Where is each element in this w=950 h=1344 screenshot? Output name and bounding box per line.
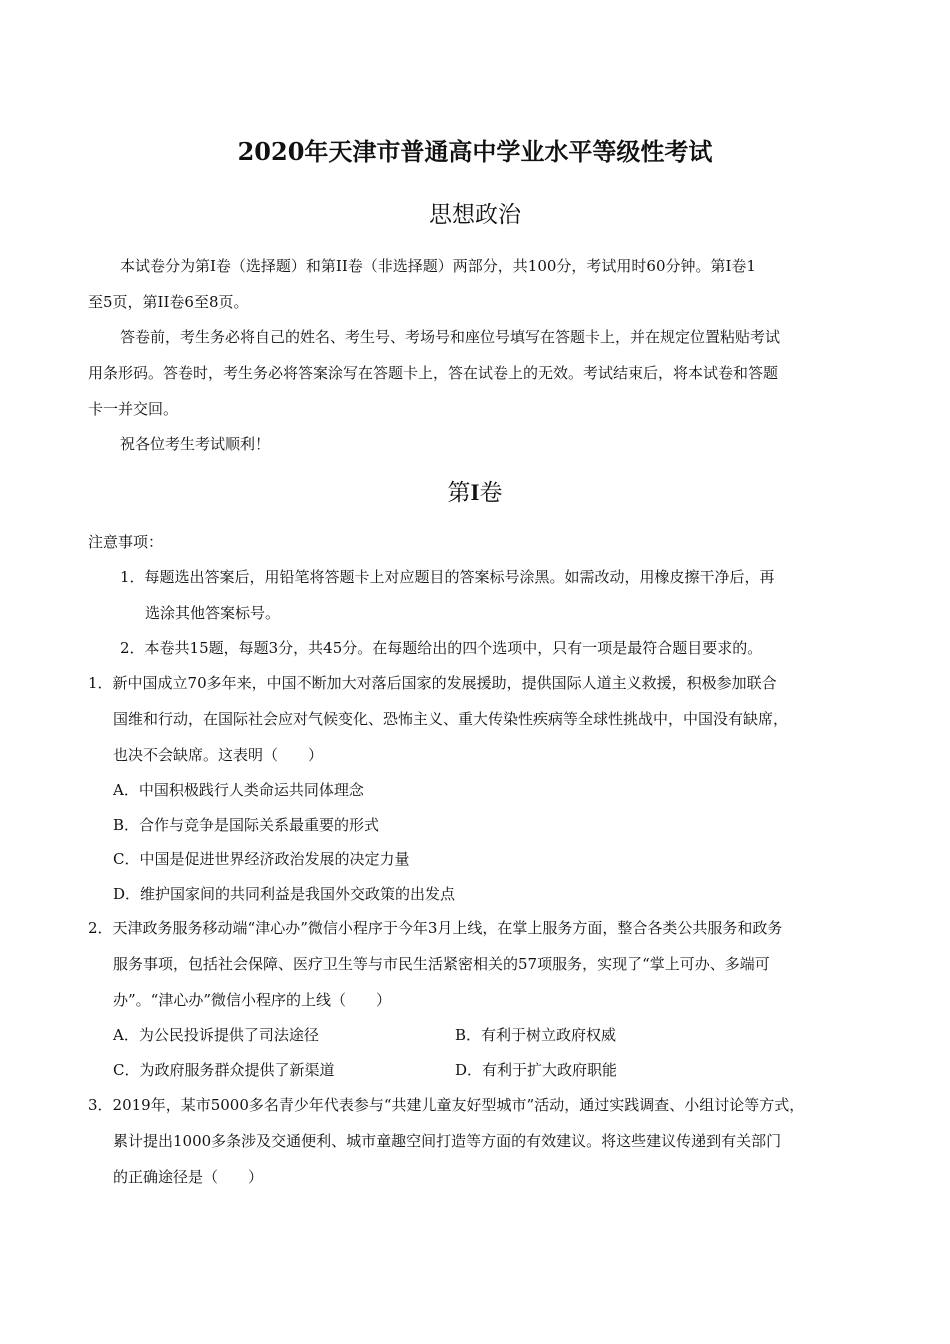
question-2-option-c: C．为政府服务群众提供了新渠道	[113, 1061, 335, 1079]
question-2-option-b: B．有利于树立政府权威	[455, 1026, 617, 1044]
instruction-p2-line1: 答卷前，考生务必将自己的姓名、考生号、考场号和座位号填写在答题卡上，并在规定位置粘贴考试	[120, 328, 781, 346]
instruction-p2-line2: 用条形码。答卷时，考生务必将答案涂写在答题卡上，答在试卷上的无效。考试结束后，将本试卷和答题	[88, 364, 779, 382]
question-2-option-a: A．为公民投诉提供了司法途径	[113, 1026, 319, 1044]
note-2: 2．本卷共15题，每题3分，共45分。在每题给出的四个选项中，只有一项是最符合题目要求的。	[120, 639, 763, 657]
instruction-p1-line1: 本试卷分为第I卷（选择题）和第II卷（非选择题）两部分，共100分，考试用时60分钟。第I卷1	[120, 257, 756, 275]
question-2-line3: 办”。“津心办”微信小程序的上线（ ）	[113, 991, 392, 1009]
section-suffix: 卷	[479, 480, 503, 506]
notes-heading: 注意事项：	[88, 533, 164, 551]
subject-title: 思想政治	[429, 202, 521, 228]
section-heading	[0, 478, 950, 508]
exam-title: 2020年天津市普通高中学业水平等级性考试	[237, 137, 713, 166]
question-2-line2: 服务事项，包括社会保障、医疗卫生等与市民生活紧密相关的57项服务，实现了“掌上可办、多端可	[113, 955, 770, 973]
section-roman: I	[470, 480, 480, 505]
question-1-line2: 国维和行动，在国际社会应对气候变化、恐怖主义、重大传染性疾病等全球性挑战中，中国没有缺席，	[113, 710, 789, 728]
question-2-option-d: D．有利于扩大政府职能	[455, 1061, 618, 1079]
note-1-line2: 选涂其他答案标号。	[145, 604, 281, 622]
question-1-line3: 也决不会缺席。这表明（ ）	[113, 746, 324, 764]
instruction-p3: 祝各位考生考试顺利！	[120, 435, 271, 453]
question-3-line2: 累计提出1000多条涉及交通便利、城市童趣空间打造等方面的有效建议。将这些建议传递到有关部门	[113, 1132, 782, 1150]
question-1-line1: 1．新中国成立70多年来，中国不断加大对落后国家的发展援助，提供国际人道主义救援，积极参加联合	[88, 674, 777, 692]
question-1-option-d: D．维护国家间的共同利益是我国外交政策的出发点	[113, 885, 456, 903]
question-1-option-b: B．合作与竞争是国际关系最重要的形式	[113, 816, 380, 834]
question-3-line3: 的正确途径是（ ）	[113, 1168, 264, 1186]
section-prefix: 第	[447, 480, 471, 506]
question-2-line1: 2．天津政务服务移动端“津心办”微信小程序于今年3月上线，在掌上服务方面，整合各类公共服务和政务	[88, 919, 783, 937]
note-1-line1: 1．每题选出答案后，用铅笔将答题卡上对应题目的答案标号涂黑。如需改动，用橡皮擦干净后，再	[120, 568, 775, 586]
question-1-option-c: C．中国是促进世界经济政治发展的决定力量	[113, 850, 410, 868]
question-1-option-a: A．中国积极践行人类命运共同体理念	[113, 781, 364, 799]
instruction-p2-line3: 卡一并交回。	[88, 400, 179, 418]
question-3-line1: 3．2019年，某市5000多名青少年代表参与“共建儿童友好型城市”活动，通过实践调查、小组讨论等方式，	[88, 1096, 805, 1114]
instruction-p1-line2: 至5页，第II卷6至8页。	[88, 293, 249, 311]
